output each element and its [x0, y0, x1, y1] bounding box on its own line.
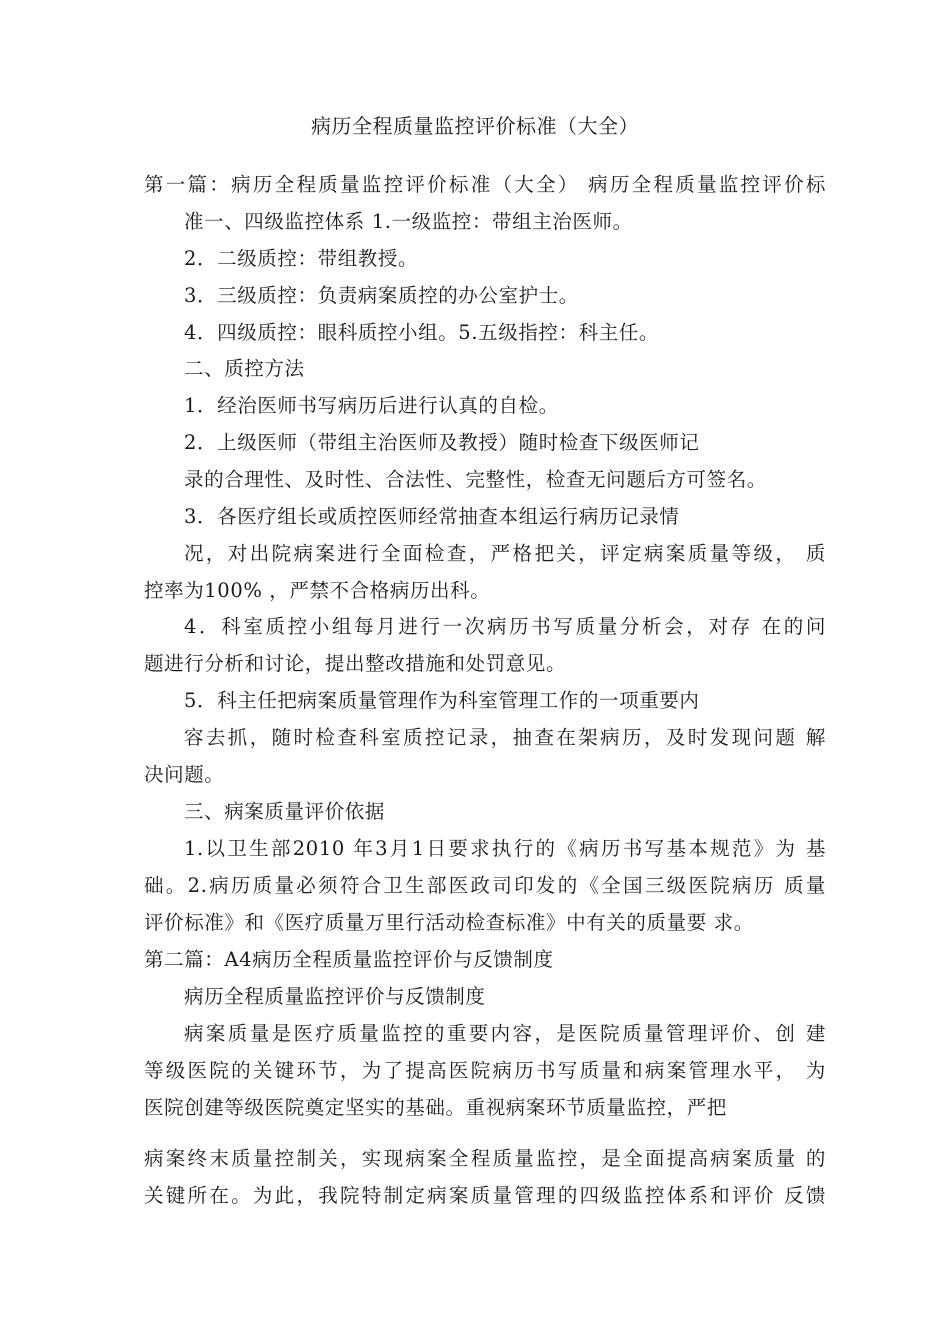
text-line: 评价标准》和《医疗质量万里行活动检查标准》中有关的质量要 求。	[144, 911, 754, 934]
text-line: 容去抓，随时检查科室质控记录，抽查在架病历，及时发现问题 解	[184, 726, 826, 749]
text-line: 决问题。	[144, 763, 225, 786]
text-line: 3．各医疗组长或质控医师经常抽查本组运行病历记录情	[184, 505, 680, 528]
text-line: 二、质控方法	[184, 357, 305, 380]
text-line: 控率为100% ，严禁不合格病历出科。	[144, 579, 491, 602]
text-line: 准一、四级监控体系 1.一级监控：带组主治医师。	[184, 210, 633, 233]
text-line: 1.以卫生部2010 年3月1日要求执行的《病历书写基本规范》为 基	[184, 837, 826, 860]
text-line: 3．三级质控：负责病案质控的办公室护士。	[184, 284, 579, 307]
text-line: 等级医院的关键环节，为了提高医院病历书写质量和病案管理水平， 为	[144, 1059, 826, 1082]
document-title: 病历全程质量监控评价标准（大全）	[311, 114, 639, 138]
text-line: 2．上级医师（带组主治医师及教授）随时检查下级医师记	[184, 431, 700, 454]
text-line: 病历全程质量监控评价与反馈制度	[184, 985, 486, 1008]
text-line: 录的合理性、及时性、合法性、完整性，检查无问题后方可签名。	[184, 468, 767, 491]
text-line: 第二篇：A4病历全程质量监控评价与反馈制度	[144, 948, 554, 971]
text-line: 4．科室质控小组每月进行一次病历书写质量分析会，对存 在的问	[184, 615, 826, 638]
text-line: 病案质量是医疗质量监控的重要内容，是医院质量管理评价、创 建	[184, 1022, 826, 1045]
text-line: 1．经治医师书写病历后进行认真的自检。	[184, 394, 559, 417]
text-line: 第一篇：病历全程质量监控评价标准（大全） 病历全程质量监控评价标	[144, 173, 826, 196]
text-line: 况，对出院病案进行全面检查，严格把关，评定病案质量等级， 质	[184, 542, 826, 565]
text-line: 5．科主任把病案质量管理作为科室管理工作的一项重要内	[184, 689, 700, 712]
text-line: 病案终末质量控制关，实现病案全程质量监控，是全面提高病案质量 的	[144, 1147, 826, 1170]
text-line: 础。2.病历质量必须符合卫生部医政司印发的《全国三级医院病历 质量	[144, 874, 826, 897]
text-line: 三、病案质量评价依据	[184, 800, 386, 823]
text-line: 2．二级质控：带组教授。	[184, 247, 419, 270]
text-line: 医院创建等级医院奠定坚实的基础。重视病案环节质量监控，严把	[144, 1096, 727, 1119]
text-line: 关键所在。为此，我院特制定病案质量管理的四级监控体系和评价 反馈	[144, 1184, 826, 1207]
text-line: 题进行分析和讨论，提出整改措施和处罚意见。	[144, 652, 567, 675]
text-line: 4．四级质控：眼科质控小组。5.五级指控：科主任。	[184, 321, 660, 344]
